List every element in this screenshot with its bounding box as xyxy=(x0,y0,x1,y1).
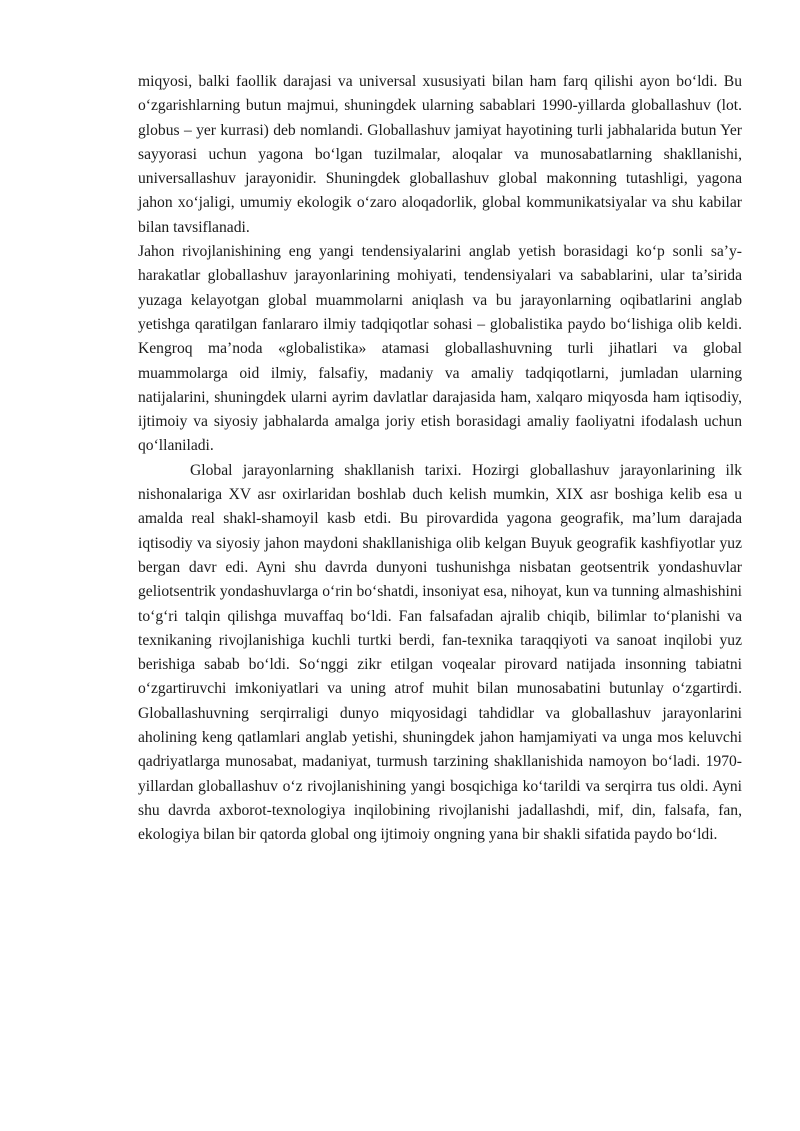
paragraph-globallashuv-definition: miqyosi, balki faollik darajasi va universal xususiyati bilan ham farq qilishi ayon bo‘ldi. Bu o‘zgarishlarning butun majmui, shuningdek ularning sabablari 1990-yillarda globallashuv (lot. globus – yer kurrasi) deb nomlandi. Globallashuv jamiyat hayotining turli jabhalarida butun Yer sayyorasi uchun yagona bo‘lgan tuzilmalar, aloqalar va munosabatlarning shakllanishi, universallashuv jarayonidir. Shuningdek globallashuv global makonning tutashligi, yagona jahon xo‘jaligi, umumiy ekologik o‘zaro aloqadorlik, global kommunikatsiyalar va shu kabilar bilan tavsiflanadi. xyxy=(138,73,742,236)
paragraph-global-history: Global jarayonlarning shakllanish tarixi. Hozirgi globallashuv jarayonlarining ilk nishonalariga XV asr oxirlaridan boshlab duch kelish mumkin, XIX asr boshiga kelib esa u amalda real shakl-shamoyil kasb etdi. Bu pirovardida yagona geografik, ma’lum darajada iqtisodiy va siyosiy jahon maydoni shakllanishiga olib kelgan Buyuk geografik kashfiyotlar yuz bergan davr edi. Ayni shu davrda dunyoni tushunishga nisbatan geotsentrik yondashuvlar geliotsentrik yondashuvlarga o‘rin bo‘shatdi, insoniyat esa, nihoyat, kun va tunning almashishini to‘g‘ri talqin qilishga muvaffaq bo‘ldi. Fan falsafadan ajralib chiqib, bilimlar to‘planishi va texnikaning rivojlanishiga kuchli turtki berdi, fan-texnika taraqqiyoti va sanoat inqilobi yuz berishiga sabab bo‘ldi. So‘nggi zikr etilgan voqealar pirovard natijada insonning tabiatni o‘zgartiruvchi imkoniyatlari va uning atrof muhit bilan munosabatini butunlay o‘zgartirdi. Globallashuvning serqirraligi dunyo miqyosidagi tahdidlar va globallashuv jarayonlarini aholining keng qatlamlari anglab yetishi, shuningdek jahon hamjamiyati va unga mos keluvchi qadriyatlarga munosabat, madaniyat, turmush tarzining shakllanishida namoyon bo‘ladi. 1970-yillardan globallashuv o‘z rivojlanishining yangi bosqichiga ko‘tarildi va serqirra tus oldi. Ayni shu davrda axborot-texnologiya inqilobining rivojlanishi jadallashdi, mif, din, falsafa, fan, ekologiya bilan bir qatorda global ong ijtimoiy ongning yana bir shakli sifatida paydo bo‘ldi. xyxy=(138,461,742,844)
paragraph-globalistika: Jahon rivojlanishining eng yangi tendensiyalarini anglab yetish borasidagi ko‘p sonli sa’y-harakatlar globallashuv jarayonlarining mohiyati, tendensiyalari va sabablarini, ular ta’sirida yuzaga kelayotgan global muammolarni aniqlash va bu jarayonlarning oqibatlarini anglab yetishga qaratilgan fanlararo ilmiy tadqiqotlar sohasi – globalistika paydo bo‘lishiga olib keldi. Kengroq ma’noda «globalistika» atamasi globallashuvning turli jihatlari va global muammolarga oid ilmiy, falsafiy, madaniy va amaliy tadqiqotlarni, jumladan ularning natijalarini, shuningdek ularni ayrim davlatlar darajasida ham, xalqaro miqyosda ham iqtisodiy, ijtimoiy va siyosiy jabhalarda amalga joriy etish borasidagi amaliy faoliyatni ifodalash uchun qo‘llaniladi. xyxy=(138,243,742,455)
document-page xyxy=(138,70,742,848)
